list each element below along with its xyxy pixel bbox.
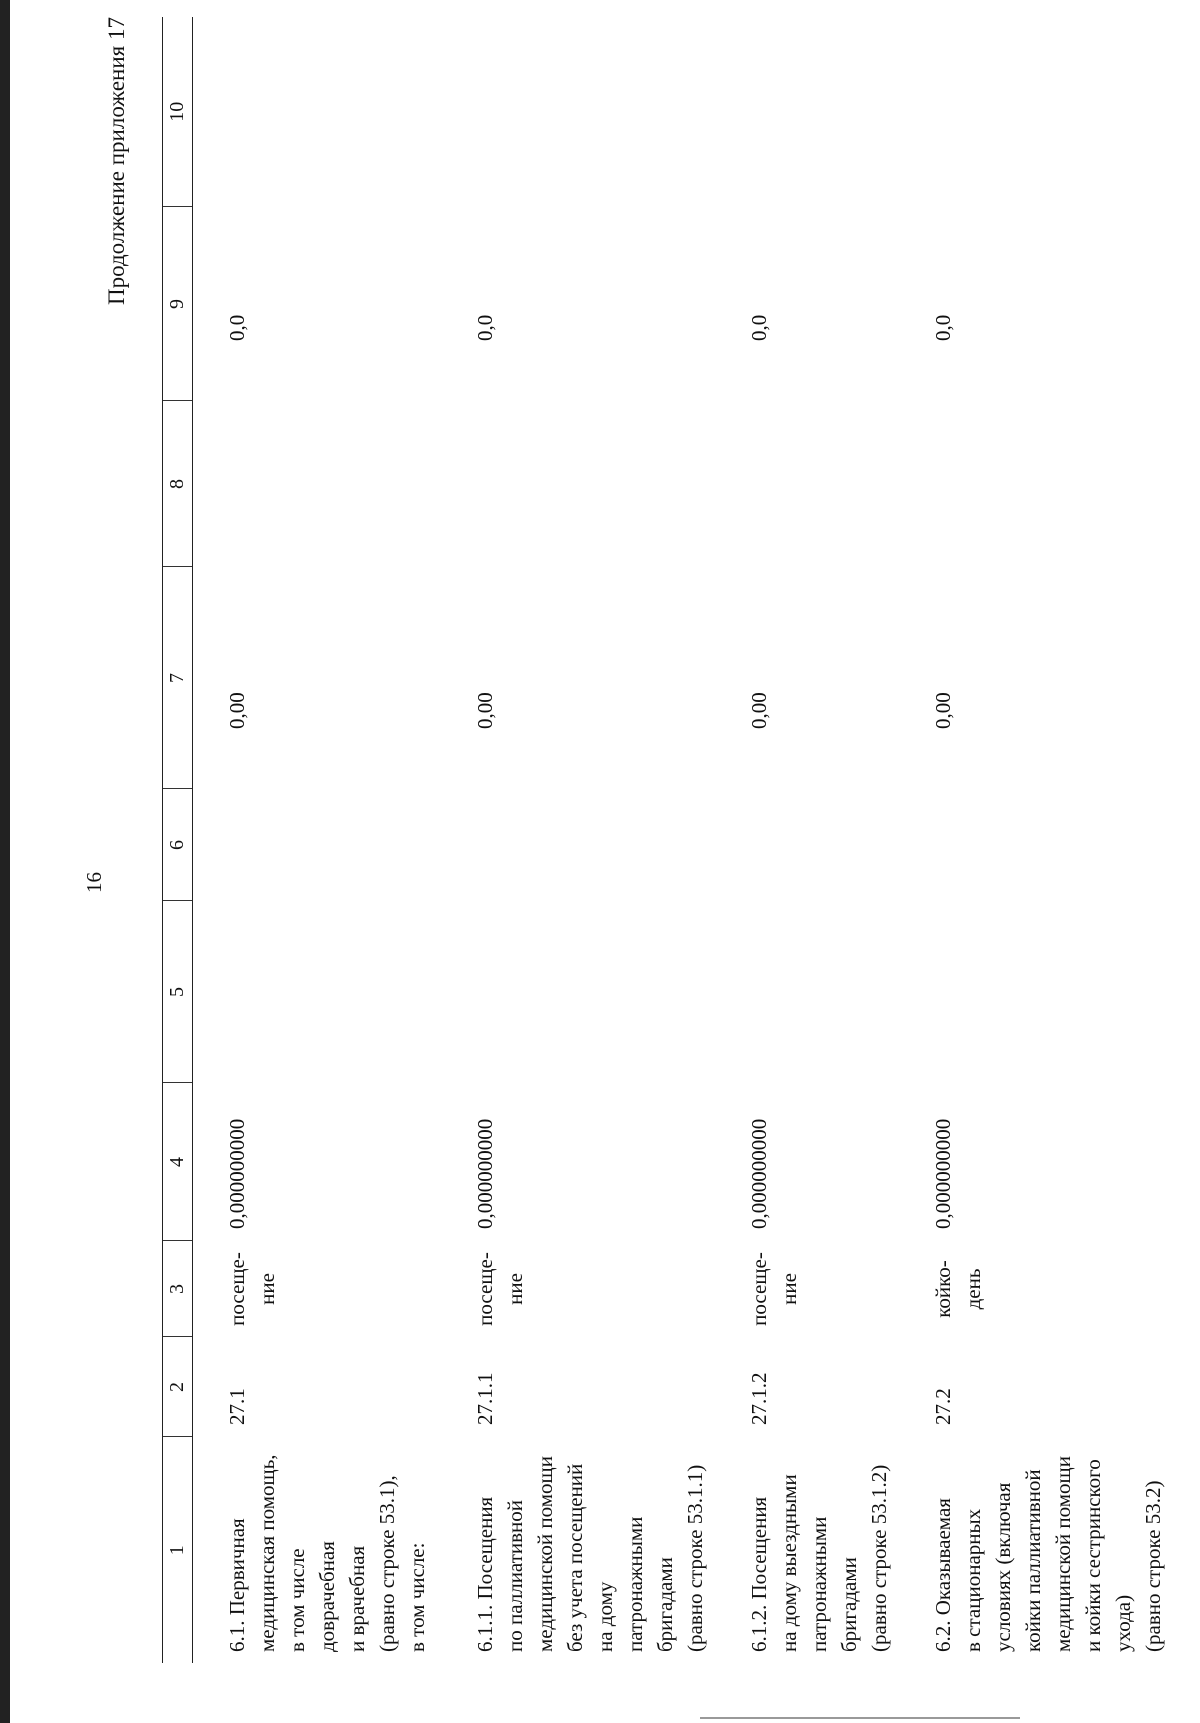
header-col-10: 10 <box>163 17 193 207</box>
row-col-10 <box>710 17 894 207</box>
appendix-note: Продолжение приложения 17 <box>104 17 129 305</box>
row-col-5 <box>193 901 433 1083</box>
row-rate: 0,000000000 <box>225 1118 249 1229</box>
header-col-2: 2 <box>163 1337 193 1437</box>
header-col-1: 1 <box>163 1437 193 1663</box>
row-unit: койко- день <box>931 1260 985 1318</box>
row-col-9: 0,0 <box>473 314 497 341</box>
row-col-7: 0,00 <box>931 692 955 729</box>
header-row <box>163 17 193 1663</box>
row-name: 6.1. Первичная медицинская помощь, в том числе доврачебная и врачебная (равно строке 53.1), в том числе: <box>225 1454 429 1652</box>
row-col-10 <box>894 17 1168 207</box>
table-row <box>193 17 433 1663</box>
row-col-9: 0,0 <box>931 314 955 341</box>
row-unit: посеще- ние <box>225 1252 279 1326</box>
table-header <box>163 17 193 1663</box>
row-col-9: 0,0 <box>747 314 771 341</box>
row-col-5 <box>894 901 1168 1083</box>
data-table <box>162 17 1168 1663</box>
header-col-5: 5 <box>163 901 193 1083</box>
row-col-5 <box>710 901 894 1083</box>
row-col-10 <box>432 17 710 207</box>
row-col-6 <box>193 789 433 901</box>
row-name: 6.1.1. Посещения по паллиативной медицинской помощи без учета посещений на дому патронажными бригадами (равно строке 53.1.1) <box>473 1456 707 1652</box>
header-col-7: 7 <box>163 567 193 789</box>
table-row <box>432 17 710 1663</box>
row-unit: посеще- ние <box>473 1252 527 1326</box>
table-row <box>710 17 894 1663</box>
header-col-4: 4 <box>163 1083 193 1241</box>
row-unit: посеще- ние <box>747 1252 801 1326</box>
row-col-6 <box>432 789 710 901</box>
row-col-5 <box>432 901 710 1083</box>
row-name: 6.1.2. Посещения на дому выездными патронажными бригадами (равно строке 53.1.2) <box>747 1464 891 1652</box>
table-row <box>894 17 1168 1663</box>
row-code: 27.2 <box>931 1388 955 1425</box>
row-col-8 <box>894 401 1168 567</box>
row-col-7: 0,00 <box>473 692 497 729</box>
table-body <box>193 17 1169 1663</box>
row-col-8 <box>710 401 894 567</box>
header-col-9: 9 <box>163 207 193 401</box>
row-col-6 <box>710 789 894 901</box>
header-col-3: 3 <box>163 1241 193 1337</box>
row-rate: 0,000000000 <box>931 1118 955 1229</box>
row-col-8 <box>193 401 433 567</box>
row-col-7: 0,00 <box>747 692 771 729</box>
row-code: 27.1.1 <box>473 1372 497 1425</box>
row-col-7: 0,00 <box>225 692 249 729</box>
row-col-8 <box>432 401 710 567</box>
header-col-8: 8 <box>163 401 193 567</box>
row-rate: 0,000000000 <box>473 1118 497 1229</box>
row-code: 27.1 <box>225 1388 249 1425</box>
row-code: 27.1.2 <box>747 1372 771 1425</box>
row-col-6 <box>894 789 1168 901</box>
header-col-6: 6 <box>163 789 193 901</box>
row-name: 6.2. Оказываемая в стационарных условиях (включая койки паллиативной медицинской помощи и койки сестринского ухода) (равно строке 53.2) <box>931 1456 1165 1652</box>
page-number: 16 <box>82 872 106 893</box>
row-col-9: 0,0 <box>225 314 249 341</box>
row-col-10 <box>193 17 433 207</box>
row-rate: 0,000000000 <box>747 1118 771 1229</box>
